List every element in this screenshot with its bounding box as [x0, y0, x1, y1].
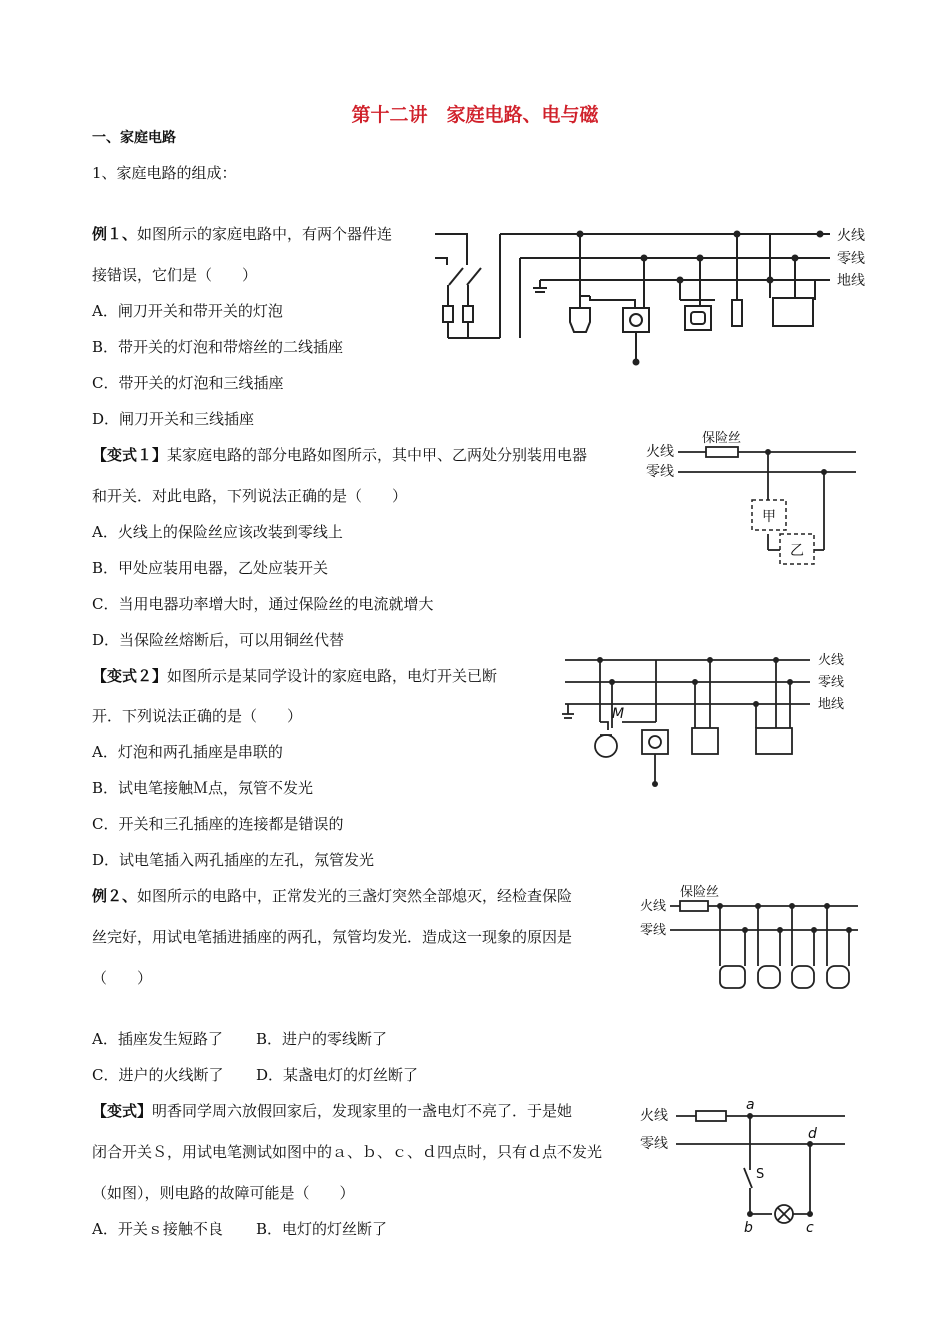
variant2-option-c: C．开关和三孔插座的连接都是错误的	[92, 815, 344, 833]
variant3-line1: 明香同学周六放假回家后，发现家里的一盏电灯不亮了．于是她	[152, 1102, 573, 1120]
ground-wire-label: 地线	[837, 273, 865, 289]
circuit-diagram-5	[640, 1096, 855, 1236]
switch-s-label: S	[756, 1167, 765, 1182]
example2-option-b: B．进户的零线断了	[256, 1030, 388, 1048]
circuit-diagram-4	[640, 882, 862, 1002]
page-title: 第十二讲 家庭电路、电与磁	[351, 104, 599, 126]
variant1-option-b: B．甲处应装用电器，乙处应装开关	[92, 559, 329, 577]
example2-question	[92, 886, 572, 906]
fuse-label: 保险丝	[680, 885, 720, 900]
example2-option-a: A．插座发生短路了	[92, 1030, 223, 1048]
neutral-wire-label: 零线	[640, 923, 667, 938]
jia-label: 甲	[762, 509, 776, 525]
variant3-line2: 闭合开关Ｓ，用试电笔测试如图中的ａ、ｂ、ｃ、ｄ四点时，只有ｄ点不发光	[92, 1143, 603, 1161]
variant3-line3: （如图），则电路的故障可能是（ ）	[92, 1184, 355, 1202]
neutral-wire-label: 零线	[640, 1136, 668, 1152]
point-a-label: a	[746, 1097, 755, 1113]
variant2-question	[92, 666, 497, 686]
variant1-label: 【变式１】	[92, 446, 168, 464]
point-m-label: M	[612, 706, 625, 722]
point-b-label: b	[744, 1220, 753, 1236]
variant3-question	[92, 1101, 572, 1121]
variant3-label: 【变式】	[92, 1102, 153, 1120]
example1-question	[92, 224, 392, 244]
point-c-label: c	[806, 1220, 814, 1236]
live-wire-label: 火线	[640, 899, 667, 914]
neutral-wire-label: 零线	[818, 675, 845, 690]
point-d-label: d	[808, 1126, 817, 1142]
example1-line2: 接错误，它们是（ ）	[92, 266, 258, 284]
example2-option-d: D．某盏电灯的灯丝断了	[256, 1066, 419, 1084]
live-wire-label: 火线	[640, 1108, 668, 1124]
example1-option-b: B．带开关的灯泡和带熔丝的二线插座	[92, 338, 344, 356]
variant1-question	[92, 445, 587, 465]
yi-label: 乙	[790, 543, 804, 559]
example1-option-c: C．带开关的灯泡和三线插座	[92, 374, 284, 392]
example1-option-a: A．闸刀开关和带开关的灯泡	[92, 302, 283, 320]
circuit-diagram-3	[560, 650, 860, 790]
circuit-diagram-2	[646, 428, 866, 570]
neutral-wire-label: 零线	[646, 464, 674, 480]
neutral-wire-label: 零线	[837, 251, 865, 267]
variant3-option-a: A．开关ｓ接触不良	[92, 1220, 223, 1238]
variant1-option-a: A．火线上的保险丝应该改装到零线上	[92, 523, 343, 541]
example1-option-d: D．闸刀开关和三线插座	[92, 410, 255, 428]
variant2-line1: 如图所示是某同学设计的家庭电路，电灯开关已断	[167, 667, 498, 685]
item-heading: 1、家庭电路的组成：	[92, 164, 237, 182]
variant2-option-a: A．灯泡和两孔插座是串联的	[92, 743, 283, 761]
example2-line2: 丝完好，用试电笔插进插座的两孔，氖管均发光．造成这一现象的原因是	[92, 928, 573, 946]
example2-line3: （ ）	[92, 969, 153, 987]
section-heading: 一、家庭电路	[92, 130, 176, 146]
example1-label: 例１、	[92, 225, 138, 243]
example2-option-c: C．进户的火线断了	[92, 1066, 224, 1084]
variant2-label: 【变式２】	[92, 667, 168, 685]
example2-label: 例２、	[92, 887, 138, 905]
variant2-option-b: B．试电笔接触Ｍ点，氖管不发光	[92, 779, 314, 797]
live-wire-label: 火线	[837, 228, 865, 244]
ground-wire-label: 地线	[818, 697, 845, 712]
variant1-option-c: C．当用电器功率增大时，通过保险丝的电流就增大	[92, 595, 434, 613]
circuit-diagram-1	[425, 220, 875, 380]
variant1-line2: 和开关．对此电路，下列说法正确的是（ ）	[92, 487, 408, 505]
example1-line1: 如图所示的家庭电路中，有两个器件连	[137, 225, 393, 243]
variant1-line1: 某家庭电路的部分电路如图所示，其中甲、乙两处分别装用电器	[167, 446, 588, 464]
variant3-option-b: B．电灯的灯丝断了	[256, 1220, 388, 1238]
example2-line1: 如图所示的电路中，正常发光的三盏灯突然全部熄灭，经检查保险	[137, 887, 573, 905]
variant2-line2: 开．下列说法正确的是（ ）	[92, 707, 303, 725]
live-wire-label: 火线	[818, 653, 845, 668]
variant2-option-d: D．试电笔插入两孔插座的左孔，氖管发光	[92, 851, 375, 869]
live-wire-label: 火线	[646, 444, 674, 460]
variant1-option-d: D．当保险丝熔断后，可以用铜丝代替	[92, 631, 345, 649]
fuse-label: 保险丝	[702, 431, 742, 446]
